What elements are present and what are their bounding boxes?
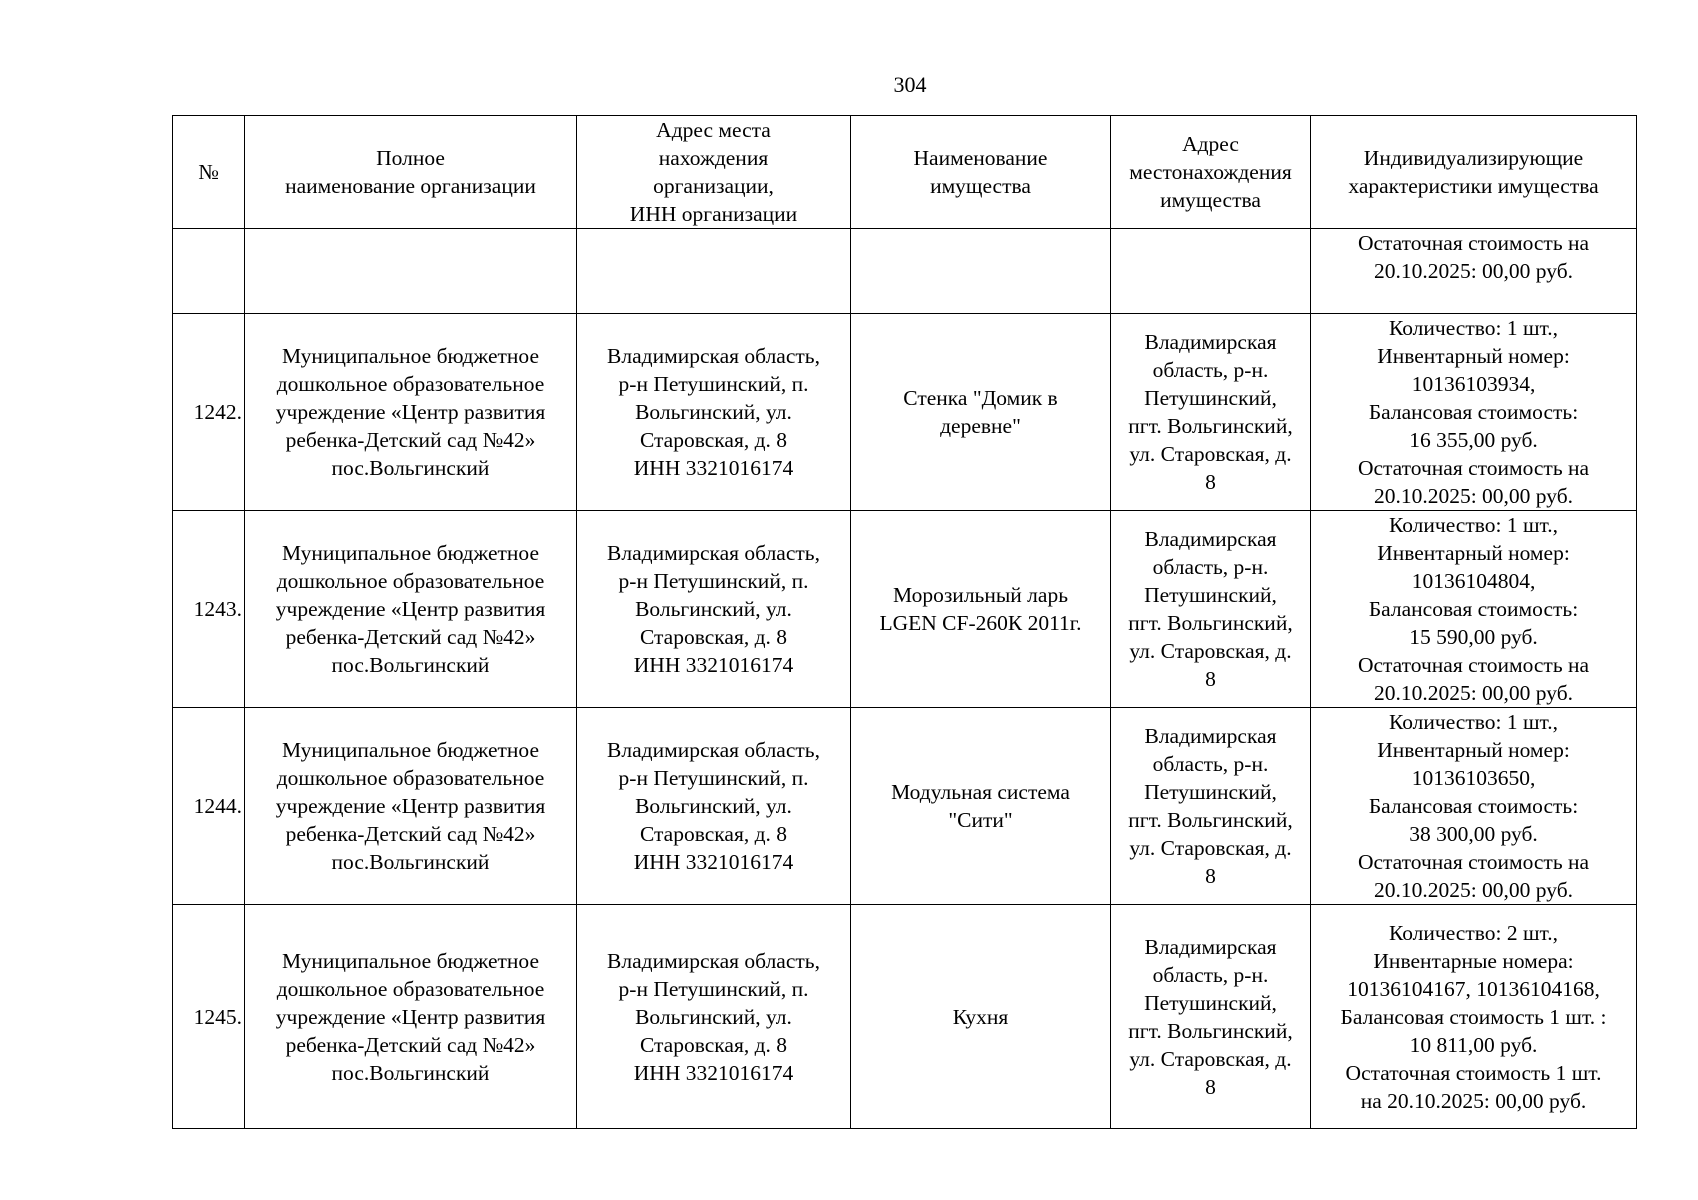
property-name: Модульная система "Сити" [851, 708, 1111, 905]
row-number: 1243. [173, 511, 245, 708]
header-property-address: Адрес местонахождения имущества [1111, 116, 1311, 229]
table-row [173, 905, 1637, 1129]
property-characteristics: Количество: 1 шт., Инвентарный номер: 10136103934, Балансовая стоимость: 16 355,00 руб. Остаточная стоимость на 20.10.2025: 00,00 руб. [1311, 314, 1637, 511]
organization-address [577, 229, 851, 314]
property-address [1111, 229, 1311, 314]
header-organization-name: Полное наименование организации [245, 116, 577, 229]
organization-name: Муниципальное бюджетное дошкольное образовательное учреждение «Центр развития ребенка-Детский сад №42» пос.Вольгинский [245, 708, 577, 905]
property-characteristics: Остаточная стоимость на 20.10.2025: 00,00 руб. [1311, 229, 1637, 314]
row-number: 1245. [173, 905, 245, 1129]
property-name: Стенка "Домик в деревне" [851, 314, 1111, 511]
organization-address: Владимирская область, р-н Петушинский, п. Вольгинский, ул. Старовская, д. 8 ИНН 3321016174 [577, 708, 851, 905]
organization-name: Муниципальное бюджетное дошкольное образовательное учреждение «Центр развития ребенка-Детский сад №42» пос.Вольгинский [245, 905, 577, 1129]
header-organization-address: Адрес места нахождения организации, ИНН организации [577, 116, 851, 229]
row-number: 1242. [173, 314, 245, 511]
property-name: Кухня [851, 905, 1111, 1129]
property-address: Владимирская область, р-н. Петушинский, пгт. Вольгинский, ул. Старовская, д. 8 [1111, 905, 1311, 1129]
table-row [173, 511, 1637, 708]
organization-name: Муниципальное бюджетное дошкольное образовательное учреждение «Центр развития ребенка-Детский сад №42» пос.Вольгинский [245, 511, 577, 708]
property-address: Владимирская область, р-н. Петушинский, пгт. Вольгинский, ул. Старовская, д. 8 [1111, 511, 1311, 708]
table-row [173, 314, 1637, 511]
header-property-name: Наименование имущества [851, 116, 1111, 229]
header-number: № [173, 116, 245, 229]
property-registry-table [172, 115, 1637, 1129]
table-row [173, 708, 1637, 905]
table-header-row [173, 116, 1637, 229]
organization-address: Владимирская область, р-н Петушинский, п. Вольгинский, ул. Старовская, д. 8 ИНН 3321016174 [577, 905, 851, 1129]
organization-address: Владимирская область, р-н Петушинский, п. Вольгинский, ул. Старовская, д. 8 ИНН 3321016174 [577, 314, 851, 511]
property-characteristics: Количество: 2 шт., Инвентарные номера: 10136104167, 10136104168, Балансовая стоимость 1 шт. : 10 811,00 руб. Остаточная стоимость 1 шт. на 20.10.2025: 00,00 руб. [1311, 905, 1637, 1129]
header-property-characteristics: Индивидуализирующие характеристики имущества [1311, 116, 1637, 229]
table-row [173, 229, 1637, 314]
property-characteristics: Количество: 1 шт., Инвентарный номер: 10136104804, Балансовая стоимость: 15 590,00 руб. Остаточная стоимость на 20.10.2025: 00,00 руб. [1311, 511, 1637, 708]
property-characteristics: Количество: 1 шт., Инвентарный номер: 10136103650, Балансовая стоимость: 38 300,00 руб. Остаточная стоимость на 20.10.2025: 00,00 руб. [1311, 708, 1637, 905]
property-address: Владимирская область, р-н. Петушинский, пгт. Вольгинский, ул. Старовская, д. 8 [1111, 708, 1311, 905]
row-number [173, 229, 245, 314]
organization-address: Владимирская область, р-н Петушинский, п. Вольгинский, ул. Старовская, д. 8 ИНН 3321016174 [577, 511, 851, 708]
page-number: 304 [893, 72, 927, 97]
organization-name [245, 229, 577, 314]
organization-name: Муниципальное бюджетное дошкольное образовательное учреждение «Центр развития ребенка-Детский сад №42» пос.Вольгинский [245, 314, 577, 511]
property-address: Владимирская область, р-н. Петушинский, пгт. Вольгинский, ул. Старовская, д. 8 [1111, 314, 1311, 511]
row-number: 1244. [173, 708, 245, 905]
property-name: Морозильный ларь LGEN CF-260К 2011г. [851, 511, 1111, 708]
property-name [851, 229, 1111, 314]
